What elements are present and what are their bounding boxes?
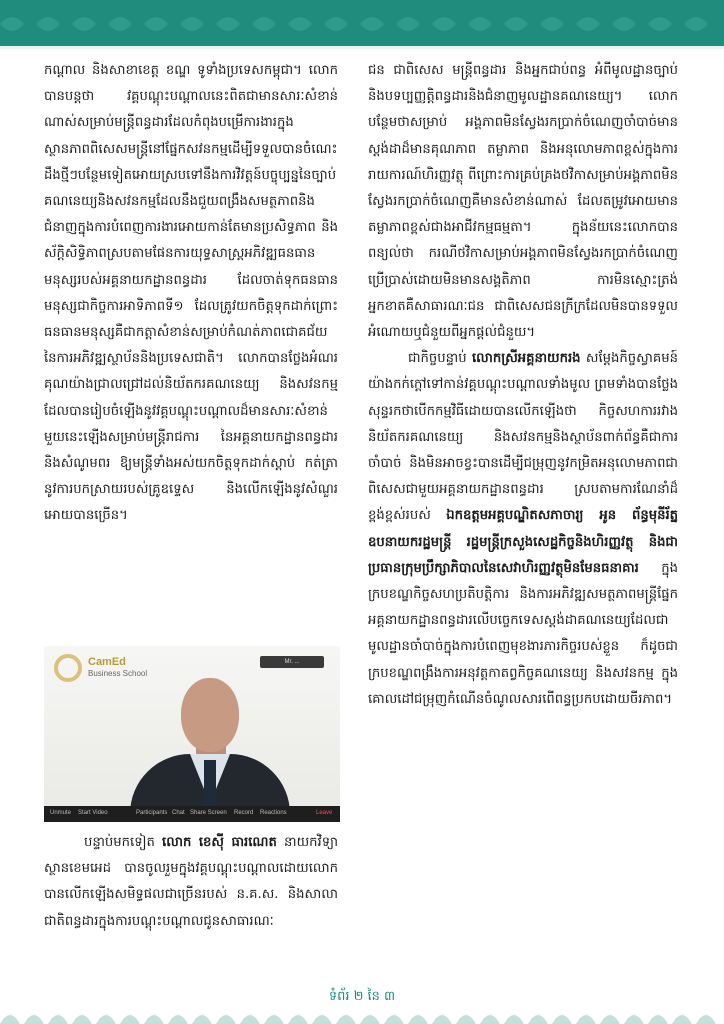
minister-title: ឯកឧត្តមអគ្គបណ្ឌិតសភាចារ្យ អូន ព័ន្ធមុនីរ័ត្ន ឧបនាយករដ្ឋមន្ត្រី រដ្ឋមន្ត្រីក្រសួងសេដ្ឋកិច្ចនិងហិរញ្ញវត្ថុ និងជាប្រធានក្រុមប្រឹក្សាភិបាលនៃសេវាហិរញ្ញវត្ថុមិនមែនធនាគារ [368, 508, 679, 576]
logo-title: CamEd [88, 656, 126, 668]
left-continued-paragraph [44, 830, 338, 935]
continued-text: នាយកវិទ្យាស្ថានខេមអេដ បានចូលរួមក្នុងវគ្គបណ្ដុះបណ្ដាលដោយលោកបានលើកឡើងសមិទ្ធផលជាច្រើនរបស់ ន.គ.ស. និងសាលាជាតិពន្ធដារក្នុងការបណ្ដុះបណ្ដាលជូនសាធារណៈ [44, 835, 338, 929]
speaker-name: លោក ខេស៊ី ធារណេត [162, 835, 277, 850]
left-paragraph: កណ្ដាល និងសាខាខេត្ត ខណ្ឌ ទូទាំងប្រទេសកម្ពុជា។ លោកបានបន្តថា វគ្គបណ្ដុះបណ្ដាលនេះពិតជាមានសារៈសំខាន់ណាស់សម្រាប់មន្ត្រីពន្ធដារដែលកំពុងបម្រើការងារក្នុងស្ថានភាពពិសេសមន្ត្រីនៅផ្នែកសវនកម្មដើម្បីទទួលបានចំណេះដឹងថ្មីៗបន្ថែមទៀតអោយស្របទៅនឹងការវិវត្តន៍បច្ចុប្បន្ននៃច្បាប់គណនេយ្យនិងសវនកម្មដែលនឹងជួយពង្រឹងសមត្ថភាពនិងជំនាញក្នុងការបំពេញការងារអោយកាន់តែមានប្រសិទ្ធភាព និងស័ក្តិសិទ្ធិភាពស្របតាមផែនការយុទ្ធសាស្ត្រអភិវឌ្ឍធនធានមនុស្សរបស់អគ្គនាយកដ្ឋានពន្ធដារ ដែលចាត់ទុកធនធានមនុស្សជាកិច្ចការអាទិភាពទី១ ដែលត្រូវយកចិត្តទុកដាក់ព្រោះធនធានមនុស្សគឺជាកត្តាសំខាន់សម្រាប់កំណត់ភាពជោគជ័យនៃការអភិវឌ្ឍស្ថាប័ននិងប្រទេសជាតិ។ លោកបានថ្លែងអំណរគុណយ៉ាងជ្រាលជ្រៅដល់និយ័តករគណនេយ្យ និងសវនកម្មដែលបានរៀបចំឡើងនូវវគ្គបណ្ដុះបណ្ដាលដ៏មានសារៈសំខាន់មួយនេះឡើងសម្រាប់មន្ត្រីរាជការ នៃអគ្គនាយកដ្ឋានពន្ធដារ និងសំណូមពរ ឱ្យមន្ត្រីទាំងអស់យកចិត្តទុកដាក់ស្ដាប់ កត់ត្រានូវការបកស្រាយរបស់គ្រូឧទ្ទេស និងលើកឡើងនូវសំណួរអោយបានច្រើន។ [44, 63, 338, 524]
para2-ending: ក្នុងក្របខណ្ឌកិច្ចសហប្រតិបត្តិការ និងការអភិវឌ្ឍសមត្ថភាពមន្ត្រីផ្នែកអគ្គនាយកដ្ឋានពន្ធដារលើបច្ចេកទេសស្តង់ដាគណនេយ្យដែលជាមូលដ្ឋានចាំបាច់ក្នុងការបំពេញមុខងារភារកិច្ចរបស់ខ្លួន ក៏ដូចជាក្របខណ្ឌពង្រឹងការអនុវត្តកាតព្វកិច្ចគណនេយ្យ និងសវនកម្ម ក្នុងគោលដៅជម្រុញកំណើនចំណូលសារពើពន្ធប្រកបដោយចីរភាព។ [368, 560, 678, 707]
participant-name-tag: Mr. ... [260, 656, 324, 668]
camed-logo-icon [54, 654, 82, 682]
intro-text: បន្ទាប់មកទៀត [84, 835, 163, 850]
toolbar-unmute: Unmute [50, 810, 72, 816]
speaker-tie [204, 760, 216, 810]
speaker-head [181, 678, 239, 752]
left-column-continued [44, 830, 338, 935]
para2-intro: ជាកិច្ចបន្ទាប់ [408, 351, 472, 367]
header-rule [0, 46, 724, 49]
left-column [44, 58, 338, 530]
right-column [368, 58, 678, 713]
right-paragraph-2 [368, 346, 678, 713]
toolbar-video: Start Video [78, 810, 108, 816]
toolbar-record: Record [234, 810, 254, 816]
footer-ornament [0, 1002, 724, 1024]
right-paragraph-1: ជន ជាពិសេស មន្ត្រីពន្ធដារ និងអ្នកជាប់ពន្ធ អំពីមូលដ្ឋានច្បាប់និងបទប្បញ្ញត្តិពន្ធដារនិងជំនាញមូលដ្ឋានគណនេយ្យ។ លោកបន្ថែមថាសម្រាប់ អង្គភាពមិនស្វែងរកប្រាក់ចំណេញចាំបាច់មានស្តង់ដាដ៏មានគុណភាព តម្លាភាព និងអនុលោមភាពខ្ពស់ក្នុងការរាយការណ៍ហិរញ្ញវត្ថុ ពីព្រោះការគ្រប់គ្រងថវិកាសម្រាប់អង្គភាពមិនស្វែងរកប្រាក់ចំណេញគឺមានសំខាន់ណាស់ ដែលតម្រូវអោយមានតម្លាភាពខ្ពស់ជាងអាជីវកម្មធម្មតា។ ក្នុងន័យនេះលោកបានពន្យល់ថា ករណីថវិកាសម្រាប់អង្គភាពមិនស្វែងរកប្រាក់ចំណេញប្រើប្រាស់ដោយមិនមានសង្គតិភាព ការមិនស្មោះត្រង់ អ្នកខាតគឺសាធារណៈជន ជាពិសេសជនក្រីក្រដែលមិនបានទទួលអំណោយឬជំនួយពីអ្នកផ្តល់ជំនួយ។ [368, 63, 678, 341]
toolbar-participants: Participants [136, 810, 168, 816]
header-ornament [0, 10, 724, 38]
page-number: ទំព័រ ២ នៃ ៣ [328, 989, 396, 1004]
toolbar-leave: Leave [316, 810, 333, 816]
toolbar-chat: Chat [172, 810, 185, 816]
para2-body: សម្តែងកិច្ចស្វាគមន៍យ៉ាងកក់ក្ដៅទៅកាន់វគ្គបណ្ដុះបណ្ដាលទាំងមូល ព្រមទាំងបានថ្លែងសុន្ទរកថាបើកកម្មវិធីដោយបានលើកឡើងថា កិច្ចសហការរវាងនិយ័តករគណនេយ្យ និងសវនកម្មនិងស្ថាប័នពាក់ព័ន្ធគឺជាការចាំបាច់ និងមិនអាចខ្វះបានដើម្បីជម្រុញនូវកម្រិតអនុលោមភាពជាពិសេសជាមួយអគ្គនាយកដ្ឋានពន្ធដារ ស្របតាមការណែនាំដ៏ខ្ពង់ខ្ពស់របស់ [368, 351, 678, 524]
video-call-photo [44, 646, 340, 822]
header-band [0, 0, 724, 46]
deputy-director-name: លោកស្រីអគ្គនាយករង [471, 351, 581, 367]
toolbar-reactions: Reactions [260, 810, 287, 816]
toolbar-share: Share Screen [190, 810, 227, 816]
logo-subtitle: Business School [88, 669, 148, 678]
meeting-toolbar [44, 806, 340, 822]
